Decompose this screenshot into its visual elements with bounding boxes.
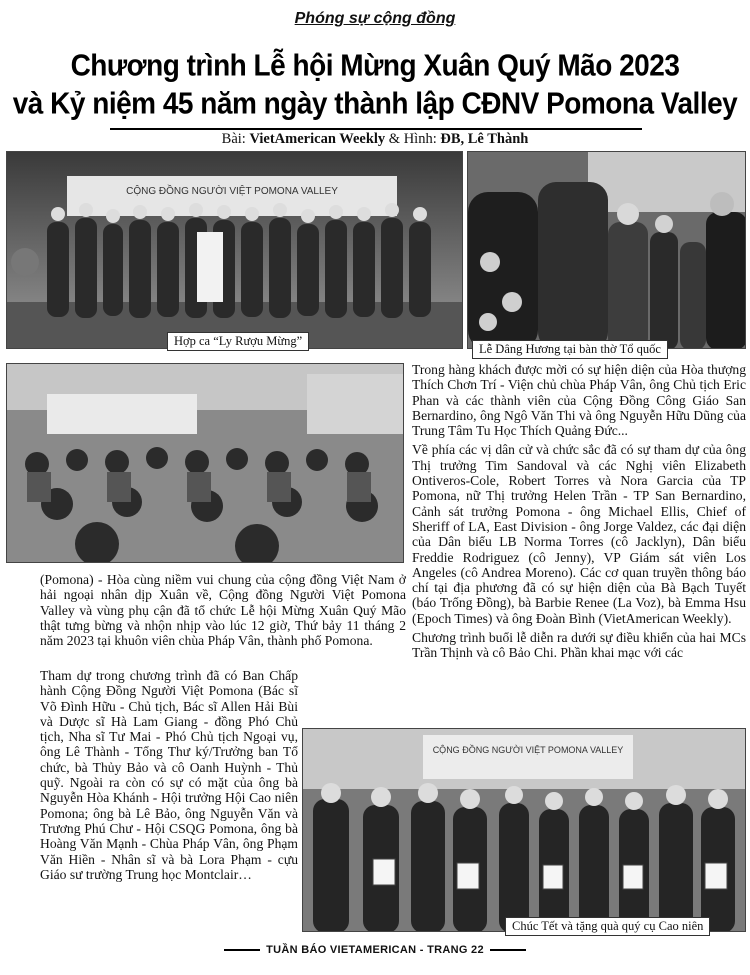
footer-rule-left (224, 949, 260, 951)
article-left-column-intro (40, 572, 406, 652)
photo-choir (6, 151, 463, 349)
paragraph-officials: Về phía các vị dân cử và chức sắc đã có sự tham dự của ông Thị trưởng Tim Sandoval và các Nghị viên Elizabeth Ontiveros-Cole, Robert Torres và Nora Garcia của TP Pomona, nữ Thị trưởng Helen Trần - TP San Bernardino, Cảnh sát trưởng Pomona - ông Michael Ellis, Chief of Sheriff of LA, East Division - ông Jorge Valdez, các đại diện của Dân biểu LB Norma Torres (cô Jacklyn), Dân biểu Freddie Rodriguez (cô Jenny), VP Giám sát viên Los Angeles (cô Andrea Moreno). Các cơ quan truyền thông báo chí tại địa phương đã có sự hiện diện của Bà Bạch Tuyết (báo Trống Đồng), bà Barbie Renee (La Voz), bà Emma Hsu (Epoch Times) và ông Đoàn Bình (VietAmerican Weekly). (412, 442, 746, 626)
headline-rule (110, 128, 642, 130)
headline-line-2: và Kỷ niệm 45 năm ngày thành lập CĐNV Pomona Valley (12, 86, 738, 121)
paragraph-attendees: Tham dự trong chương trình đã có Ban Chấp hành Cộng Đồng Người Việt Pomona (Bác sĩ Võ Đình Hữu - Chủ tịch, Bác sĩ Allen Hải Bùi và Dược sĩ Hà Lam Giang - đồng Phó Chủ tịch, Nha sĩ Tư Mai - Phó Chủ tịch Ngoại vụ, ông Lê Thành - Tổng Thư ký/Trưởng ban Tổ chức, bà Thủy Bảo và cô Oanh Huỳnh - Thủ quỹ. Ngoài ra còn có sự có mặt của ông bà Nguyễn Hòa Khánh - Hội trưởng Hội Cao niên Pomona; ông bà Lê Bảo, ông Nguyễn Văn và Trương Phú Chư - Hội CSQG Pomona, ông bà Hoàng Văn Mạnh - Chùa Pháp Vân, ông Phạm Văn Hiền - Nhân sĩ và bà Lora Phạm - cựu Giáo sư trường Trung học Montclair… (40, 668, 298, 882)
byline-author: VietAmerican Weekly (249, 131, 386, 147)
photo-incense-ceremony (467, 151, 746, 349)
photo-audience (6, 363, 404, 563)
paragraph-guests: Trong hàng khách được mời có sự hiện diện của Hòa thượng Thích Chơn Trí - Viện chủ chùa Pháp Vân, ông Chủ tịch Eric Phan và các thành viên của Cộng Đồng Công Giáo San Bernardino, ông Ngô Văn Thi và ông Nguyễn Hữu Dũng của Trung Tâm Tu Học Thích Quảng Đức... (412, 362, 746, 439)
stage-banner-text: CỘNG ĐỒNG NGƯỜI VIỆT POMONA VALLEY (126, 186, 338, 197)
caption-choir: Hợp ca “Ly Rượu Mừng” (167, 332, 309, 351)
byline (0, 131, 750, 148)
footer-rule-right (490, 949, 526, 951)
paragraph-mcs: Chương trình buổi lễ diễn ra dưới sự điều khiển của hai MCs Trần Thịnh và cô Bảo Chi. Phần khai mạc với các (412, 630, 746, 661)
page-footer (0, 944, 750, 956)
caption-elders-gifts: Chúc Tết và tặng quà quý cụ Cao niên (505, 917, 710, 936)
byline-mid: & Hình: (385, 131, 441, 147)
byline-prefix: Bài: (221, 131, 250, 147)
photo-elders-gifts (302, 728, 746, 932)
backdrop-banner-text: CỘNG ĐỒNG NGƯỜI VIỆT POMONA VALLEY (432, 745, 624, 755)
footer-text: TUẦN BÁO VIETAMERICAN - TRANG 22 (266, 944, 484, 956)
caption-incense-ceremony: Lễ Dâng Hương tại bàn thờ Tổ quốc (472, 340, 668, 359)
article-right-column (412, 362, 746, 665)
section-kicker: Phóng sự cộng đồng (294, 10, 456, 27)
headline-line-1: Chương trình Lễ hội Mừng Xuân Quý Mão 2023 (70, 48, 680, 83)
paragraph-intro: (Pomona) - Hòa cùng niềm vui chung của cộng đồng Việt Nam ở hải ngoại nhân dịp Xuân về, Cộng đồng Người Việt Pomona Valley và vùng phụ cận đã tổ chức Lễ hội Mừng Xuân Quý Mão thật tưng bừng và nhộn nhịp vào lúc 12 giờ, Thứ bảy 11 tháng 2 năm 2023 tại khuôn viên chùa Pháp Vân, thành phố Pomona. (40, 572, 406, 649)
article-left-column (40, 668, 298, 886)
byline-photo-credit: ĐB, Lê Thành (440, 131, 529, 147)
